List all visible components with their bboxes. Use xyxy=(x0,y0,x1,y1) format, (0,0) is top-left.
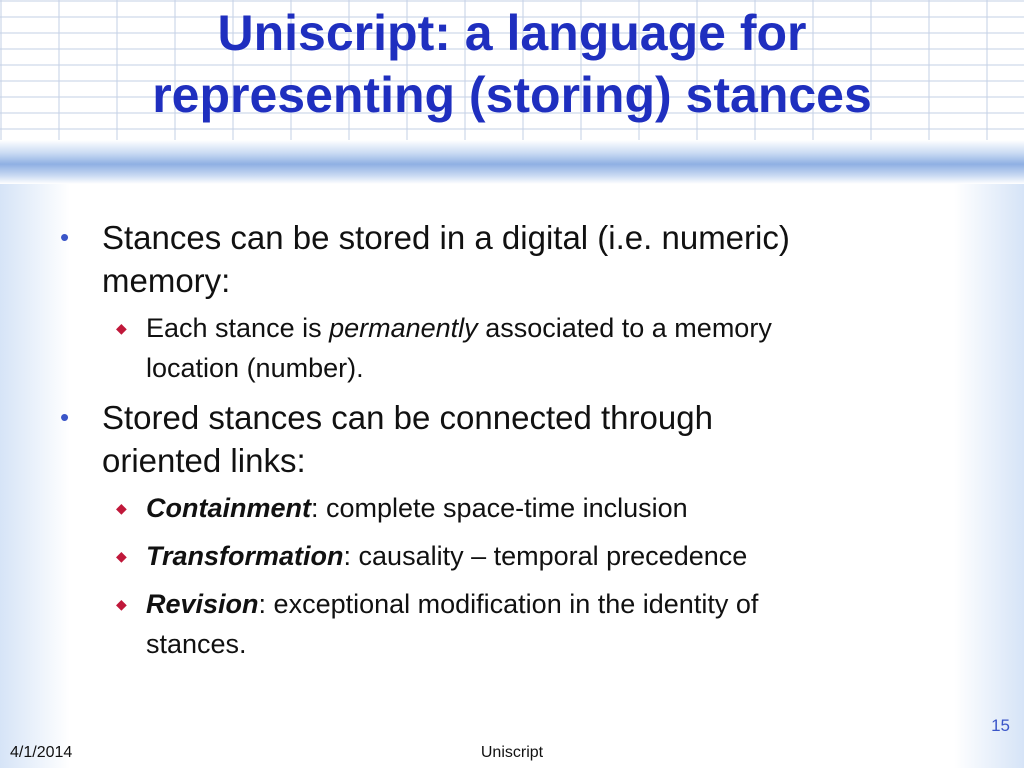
diamond-bullet-icon: ◆ xyxy=(116,548,127,564)
slide-content xyxy=(60,216,960,672)
diamond-bullet-icon: ◆ xyxy=(116,500,127,516)
footer-title: Uniscript xyxy=(480,744,544,761)
bullet-text-line-1: Stored stances can be connected through xyxy=(102,399,713,436)
term-revision: Revision xyxy=(146,589,259,619)
bullet-text-line-1: Stances can be stored in a digital (i.e. numeric) xyxy=(102,219,790,256)
sub-bullet-transformation xyxy=(60,536,960,576)
sub-bullet-pre: Each stance is xyxy=(146,313,330,343)
sub-bullet-revision xyxy=(60,584,960,664)
title-line-2: representing (storing) stances xyxy=(152,67,872,123)
term-containment: Containment xyxy=(146,493,311,523)
slide-title xyxy=(0,2,1024,126)
diamond-bullet-icon: ◆ xyxy=(116,320,127,336)
desc-containment: : complete space-time inclusion xyxy=(311,493,688,523)
sub-bullet-containment xyxy=(60,488,960,528)
desc-revision-line-1: : exceptional modification in the identity of xyxy=(258,589,759,619)
sub-bullet-emphasis: permanently xyxy=(329,313,478,343)
bullet-oriented-links xyxy=(60,396,960,482)
title-underline-bar xyxy=(0,140,1024,184)
diamond-bullet-icon: ◆ xyxy=(116,596,127,612)
title-line-1: Uniscript: a language for xyxy=(217,5,807,61)
sub-bullet-permanent-location xyxy=(60,308,960,388)
bullet-stored-in-memory xyxy=(60,216,960,302)
desc-revision-line-2: stances. xyxy=(146,629,247,659)
sub-bullet-post-line-2: location (number). xyxy=(146,353,364,383)
bullet-dot-icon: • xyxy=(60,222,70,252)
desc-transformation: : causality – temporal precedence xyxy=(343,541,748,571)
bullet-text-line-2: oriented links: xyxy=(102,442,306,479)
term-transformation: Transformation xyxy=(146,541,344,571)
footer-date: 4/1/2014 xyxy=(10,744,73,761)
bullet-text-line-2: memory: xyxy=(102,262,231,299)
bullet-dot-icon: • xyxy=(60,402,70,432)
sub-bullet-post-line-1: associated to a memory xyxy=(477,313,772,343)
page-number: 15 xyxy=(991,716,1010,735)
